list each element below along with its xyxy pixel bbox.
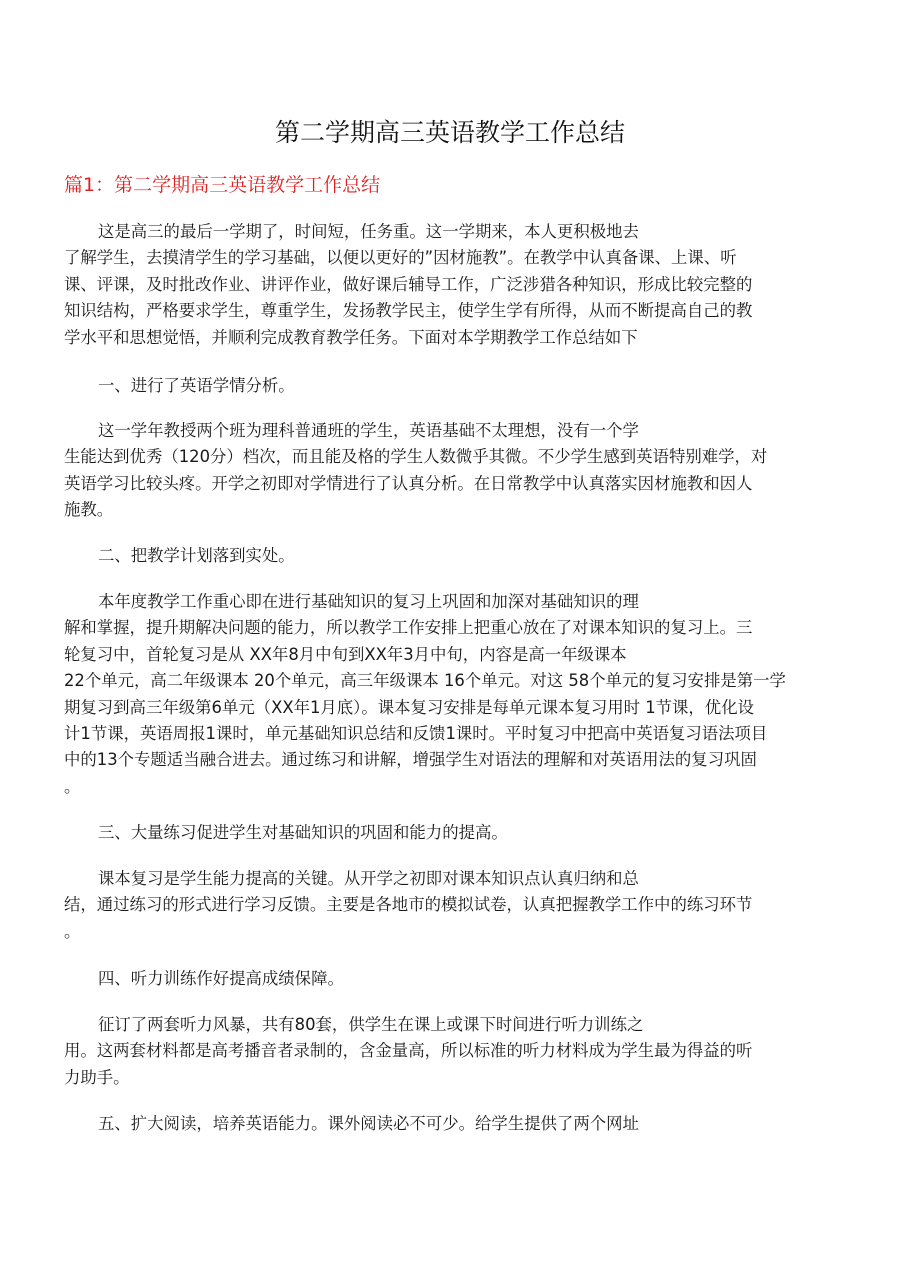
- subheading-2: [64, 543, 844, 569]
- paragraph-1: [64, 418, 844, 524]
- text-line: 结，通过练习的形式进行学习反馈。主要是各地市的模拟试卷，认真把握教学工作中的练习环节: [64, 895, 753, 915]
- text-line: 课本复习是学生能力提高的关键。从开学之初即对课本知识点认真归纳和总: [98, 869, 639, 888]
- subheading-text: 五、扩大阅读，培养英语能力。课外阅读必不可少。给学生提供了两个网址: [98, 1114, 639, 1133]
- paragraph-2: [64, 589, 844, 800]
- text-line: 这是高三的最后一学期了，时间短，任务重。这一学期来，本人更积极地去: [98, 222, 639, 241]
- text-line: 征订了两套听力风暴，共有80套，供学生在课上或课下时间进行听力训练之: [98, 1015, 644, 1034]
- text-line: 用。这两套材料都是高考播音者录制的，含金量高，所以标准的听力材料成为学生最为得益的听: [64, 1041, 753, 1061]
- text-line: 课、评课，及时批改作业、讲评作业，做好课后辅导工作，广泛涉猎各种知识，形成比较完整的: [64, 274, 753, 294]
- text-line: 学水平和思想觉悟，并顺利完成教育教学任务。下面对本学期教学工作总结如下: [64, 327, 638, 347]
- text-line: 了解学生，去摸清学生的学习基础，以便以更好的”因材施教”。在教学中认真备课、上课、听: [64, 248, 737, 268]
- text-line: 施教。: [64, 500, 114, 520]
- paragraph-3: [64, 866, 844, 945]
- subheading-5: [64, 1111, 844, 1137]
- paragraph-intro: [64, 219, 844, 351]
- text-line: 22个单元，高二年级课本 20个单元，高三年级课本 16个单元。对这 58个单元的复习安排是第一学: [64, 671, 786, 691]
- subheading-text: 二、把教学计划落到实处。: [98, 546, 295, 565]
- document-title: 第二学期高三英语教学工作总结: [274, 118, 625, 147]
- subheading-3: [64, 820, 844, 846]
- text-line: 计1节课，英语周报1课时，单元基础知识总结和反馈1课时。平时复习中把高中英语复习语法项目: [64, 723, 768, 743]
- text-line: 。: [64, 776, 81, 796]
- text-line: 期复习到高三年级第6单元（XX年1月底）。课本复习安排是每单元课本复习用时 1节课，优化设: [64, 697, 754, 717]
- section-heading: 篇1：第二学期高三英语教学工作总结: [64, 174, 381, 196]
- subheading-1: [64, 373, 844, 399]
- text-line: 。: [64, 921, 81, 941]
- paragraph-4: [64, 1012, 844, 1091]
- text-line: 解和掌握，提升期解决问题的能力，所以教学工作安排上把重心放在了对课本知识的复习上。三: [64, 618, 753, 638]
- text-line: 力助手。: [64, 1067, 130, 1087]
- text-line: 英语学习比较头疼。开学之初即对学情进行了认真分析。在日常教学中认真落实因材施教和因人: [64, 473, 753, 493]
- subheading-text: 四、听力训练作好提高成绩保障。: [98, 969, 344, 988]
- subheading-text: 一、进行了英语学情分析。: [98, 376, 295, 395]
- subheading-text: 三、大量练习促进学生对基础知识的巩固和能力的提高。: [98, 823, 508, 842]
- text-line: 中的13个专题适当融合进去。通过练习和讲解，增强学生对语法的理解和对英语用法的复习巩固: [64, 750, 757, 770]
- text-line: 轮复习中，首轮复习是从 XX年8月中旬到XX年3月中旬，内容是高一年级课本: [64, 644, 627, 664]
- text-line: 生能达到优秀（120分）档次，而且能及格的学生人数微乎其微。不少学生感到英语特别难学，对: [64, 447, 768, 467]
- text-line: 知识结构，严格要求学生，尊重学生，发扬教学民主，使学生学有所得，从而不断提高自己的教: [64, 301, 753, 321]
- subheading-4: [64, 966, 844, 992]
- text-line: 本年度教学工作重心即在进行基础知识的复习上巩固和加深对基础知识的理: [98, 592, 639, 611]
- text-line: 这一学年教授两个班为理科普通班的学生，英语基础不太理想，没有一个学: [98, 421, 639, 440]
